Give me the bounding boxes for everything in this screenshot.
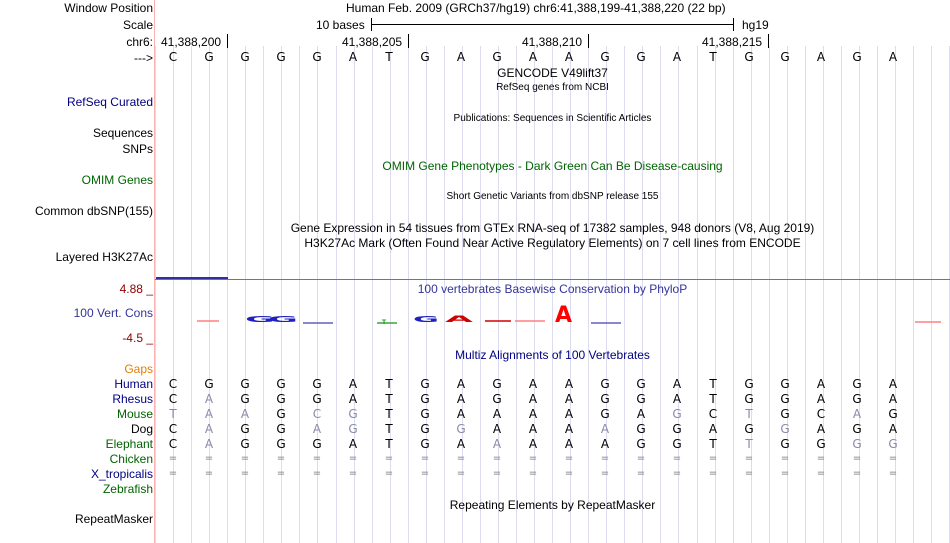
- gap-marker: =: [708, 468, 718, 479]
- alignment-base: G: [780, 437, 790, 451]
- multiz-track-title[interactable]: Multiz Alignments of 100 Vertebrates: [455, 348, 650, 362]
- gap-marker: =: [420, 453, 430, 464]
- base-letter: G: [312, 50, 322, 64]
- gap-marker: =: [312, 468, 322, 479]
- alignment-base: A: [564, 392, 574, 406]
- alignment-base: T: [385, 422, 393, 436]
- base-letter: A: [348, 50, 358, 64]
- alignment-base: T: [709, 437, 717, 451]
- phylop-letter: A: [445, 315, 474, 325]
- gap-marker: =: [384, 453, 394, 464]
- phylop-track-title[interactable]: 100 vertebrates Basewise Conservation by PhyloP: [417, 282, 688, 296]
- alignment-base: G: [780, 392, 790, 406]
- phylop-conservation-logo: [155, 300, 950, 335]
- gap-marker: =: [816, 453, 826, 464]
- phylop-letter: G: [245, 315, 275, 324]
- base-letter: A: [564, 50, 574, 64]
- alignment-base: A: [528, 422, 538, 436]
- alignment-base: G: [420, 407, 430, 421]
- gap-marker: =: [636, 453, 646, 464]
- base-letter: A: [888, 50, 898, 64]
- gap-marker: =: [564, 453, 574, 464]
- alignment-base: G: [312, 377, 322, 391]
- refseq-track-label[interactable]: RefSeq Curated: [66, 95, 153, 109]
- gap-marker: =: [528, 453, 538, 464]
- alignment-base: T: [169, 407, 177, 421]
- alignment-base: A: [204, 392, 214, 406]
- alignment-base: A: [852, 407, 862, 421]
- scale-bar-left-tick: [371, 18, 372, 31]
- gaps-label: Gaps: [124, 362, 153, 376]
- alignment-base: G: [672, 422, 682, 436]
- gap-marker: =: [492, 468, 502, 479]
- dbsnp-track-label[interactable]: Common dbSNP(155): [34, 204, 153, 218]
- gap-marker: =: [744, 453, 754, 464]
- alignment-base: T: [709, 392, 717, 406]
- alignment-base: T: [385, 377, 393, 391]
- track-left-border: [154, 0, 155, 543]
- alignment-base: G: [240, 377, 250, 391]
- alignment-base: G: [204, 377, 214, 391]
- phylop-letter: G: [268, 315, 298, 324]
- base-letter: G: [276, 50, 286, 64]
- alignment-base: C: [312, 407, 322, 421]
- alignment-base: G: [852, 392, 862, 406]
- species-label-chicken: Chicken: [109, 452, 153, 466]
- gap-marker: =: [168, 468, 178, 479]
- alignment-base: T: [745, 437, 753, 451]
- phylop-max-label: 4.88 _: [119, 282, 153, 296]
- omim-track-title[interactable]: OMIM Gene Phenotypes - Dark Green Can Be Disease-causing: [382, 159, 723, 173]
- alignment-base: G: [420, 377, 430, 391]
- alignment-base: A: [564, 377, 574, 391]
- species-label-elephant: Elephant: [105, 437, 153, 451]
- alignment-base: G: [780, 407, 790, 421]
- alignment-base: C: [168, 422, 178, 436]
- alignment-base: G: [600, 407, 610, 421]
- alignment-base: C: [168, 437, 178, 451]
- gap-marker: =: [348, 468, 358, 479]
- alignment-base: T: [385, 392, 393, 406]
- h3k27ac-track-title[interactable]: H3K27Ac Mark (Often Found Near Active Regulatory Elements) on 7 cell lines from ENCODE: [304, 236, 801, 250]
- gap-marker: =: [672, 468, 682, 479]
- phylop-track-label[interactable]: 100 Vert. Cons: [73, 306, 153, 320]
- gap-marker: =: [456, 453, 466, 464]
- alignment-base: C: [168, 392, 178, 406]
- alignment-base: G: [600, 392, 610, 406]
- species-label-human: Human: [114, 377, 153, 391]
- base-letter: G: [780, 50, 790, 64]
- sequences-track-label[interactable]: Sequences: [92, 126, 153, 140]
- alignment-base: G: [636, 437, 646, 451]
- gap-marker: =: [348, 453, 358, 464]
- assembly-label: hg19: [742, 18, 769, 32]
- alignment-base: A: [204, 437, 214, 451]
- alignment-base: G: [780, 422, 790, 436]
- alignment-base: G: [276, 407, 286, 421]
- alignment-base: G: [852, 422, 862, 436]
- window-position-text: Human Feb. 2009 (GRCh37/hg19) chr6:41,388,199-41,388,220 (22 bp): [346, 1, 726, 15]
- alignment-base: A: [240, 407, 250, 421]
- alignment-base: G: [636, 377, 646, 391]
- base-letter: A: [456, 50, 466, 64]
- gap-marker: =: [600, 453, 610, 464]
- gap-marker: =: [852, 468, 862, 479]
- gap-marker: =: [636, 468, 646, 479]
- gap-marker: =: [204, 468, 214, 479]
- alignment-base: G: [492, 377, 502, 391]
- alignment-base: A: [564, 422, 574, 436]
- alignment-base: A: [564, 407, 574, 421]
- alignment-base: A: [528, 377, 538, 391]
- alignment-base: G: [672, 407, 682, 421]
- dbsnp-track-title[interactable]: Short Genetic Variants from dbSNP release 155: [446, 191, 659, 202]
- alignment-base: T: [385, 407, 393, 421]
- gap-marker: =: [564, 468, 574, 479]
- scale-bar-right-tick: [733, 18, 734, 31]
- alignment-base: G: [420, 437, 430, 451]
- gap-marker: =: [420, 468, 430, 479]
- coord-tick: [588, 34, 589, 48]
- base-letter: A: [672, 50, 682, 64]
- base-letter: G: [600, 50, 610, 64]
- base-letter: T: [709, 50, 717, 64]
- coord-tick-label: 41,388,205: [342, 35, 403, 49]
- alignment-base: G: [816, 437, 826, 451]
- gap-marker: =: [204, 453, 214, 464]
- alignment-base: A: [492, 437, 502, 451]
- base-letter: A: [528, 50, 538, 64]
- alignment-base: G: [852, 377, 862, 391]
- h3k27ac-signal-peak: [156, 277, 228, 279]
- gap-marker: =: [744, 468, 754, 479]
- base-letter: G: [492, 50, 502, 64]
- alignment-base: A: [816, 422, 826, 436]
- alignment-base: A: [672, 377, 682, 391]
- gap-marker: =: [888, 453, 898, 464]
- alignment-base: G: [492, 392, 502, 406]
- base-letter: T: [385, 50, 393, 64]
- alignment-base: C: [168, 377, 178, 391]
- chrom-label: chr6:: [126, 35, 153, 49]
- h3k27ac-signal-baseline: [155, 279, 950, 280]
- scale-label: Scale: [122, 18, 153, 32]
- alignment-base: A: [600, 422, 610, 436]
- coord-tick-label: 41,388,215: [702, 35, 763, 49]
- alignment-base: A: [204, 407, 214, 421]
- gap-marker: =: [816, 468, 826, 479]
- gap-marker: =: [384, 468, 394, 479]
- gencode-track-title[interactable]: GENCODE V49lift37: [497, 66, 608, 80]
- gap-marker: =: [852, 453, 862, 464]
- alignment-base: G: [240, 437, 250, 451]
- alignment-base: A: [888, 377, 898, 391]
- coord-tick: [768, 34, 769, 48]
- alignment-base: G: [312, 437, 322, 451]
- base-letter: G: [240, 50, 250, 64]
- scale-bar: [372, 24, 734, 25]
- alignment-base: G: [780, 377, 790, 391]
- species-label-rhesus: Rhesus: [112, 392, 153, 406]
- alignment-base: G: [240, 422, 250, 436]
- alignment-base: G: [276, 437, 286, 451]
- alignment-base: A: [456, 392, 466, 406]
- alignment-base: A: [456, 407, 466, 421]
- coord-tick: [408, 34, 409, 48]
- alignment-base: A: [816, 377, 826, 391]
- repeatmasker-track-title[interactable]: Repeating Elements by RepeatMasker: [449, 498, 656, 512]
- gap-marker: =: [672, 453, 682, 464]
- gap-marker: =: [888, 468, 898, 479]
- alignment-base: G: [456, 422, 466, 436]
- alignment-base: A: [348, 377, 358, 391]
- alignment-base: A: [528, 407, 538, 421]
- base-letter: G: [420, 50, 430, 64]
- coord-tick-label: 41,388,210: [522, 35, 583, 49]
- alignment-base: G: [852, 437, 862, 451]
- alignment-base: G: [888, 407, 898, 421]
- alignment-base: G: [348, 422, 358, 436]
- phylop-letter: T: [382, 319, 387, 326]
- coord-tick-label: 41,388,200: [161, 35, 222, 49]
- alignment-base: A: [492, 422, 502, 436]
- gap-marker: =: [780, 468, 790, 479]
- gtex-track-title[interactable]: Gene Expression in 54 tissues from GTEx RNA-seq of 17382 samples, 948 donors (V8, Aug 2019): [290, 221, 815, 235]
- gap-marker: =: [708, 453, 718, 464]
- alignment-base: G: [312, 392, 322, 406]
- alignment-base: G: [744, 392, 754, 406]
- alignment-base: A: [816, 392, 826, 406]
- h3k27ac-track-label[interactable]: Layered H3K27Ac: [55, 250, 153, 264]
- alignment-base: G: [744, 422, 754, 436]
- alignment-base: A: [312, 422, 322, 436]
- gap-marker: =: [600, 468, 610, 479]
- species-label-mouse: Mouse: [116, 407, 153, 421]
- alignment-base: G: [744, 377, 754, 391]
- base-letter: A: [816, 50, 826, 64]
- alignment-base: G: [600, 377, 610, 391]
- phylop-min-label: -4.5 _: [122, 331, 153, 345]
- alignment-base: A: [456, 437, 466, 451]
- alignment-base: A: [204, 422, 214, 436]
- alignment-base: A: [888, 392, 898, 406]
- alignment-base: G: [348, 407, 358, 421]
- gap-marker: =: [456, 468, 466, 479]
- alignment-base: G: [420, 422, 430, 436]
- alignment-base: G: [888, 437, 898, 451]
- alignment-base: A: [600, 437, 610, 451]
- alignment-base: A: [888, 422, 898, 436]
- alignment-base: A: [708, 422, 718, 436]
- alignment-base: C: [816, 407, 826, 421]
- alignment-base: G: [276, 377, 286, 391]
- alignment-base: G: [276, 392, 286, 406]
- alignment-base: G: [672, 437, 682, 451]
- phylop-letter: A: [555, 303, 573, 328]
- alignment-base: A: [528, 392, 538, 406]
- gap-marker: =: [168, 453, 178, 464]
- coord-tick: [227, 34, 228, 48]
- repeatmasker-track-label[interactable]: RepeatMasker: [74, 512, 153, 526]
- gap-marker: =: [240, 453, 250, 464]
- phylop-letters: [245, 303, 572, 328]
- gap-marker: =: [528, 468, 538, 479]
- alignment-base: A: [528, 437, 538, 451]
- base-letter: C: [168, 50, 178, 64]
- alignment-base: T: [709, 377, 717, 391]
- alignment-base: A: [348, 437, 358, 451]
- publications-track-title[interactable]: Publications: Sequences in Scientific Articles: [453, 113, 652, 124]
- alignment-base: A: [636, 407, 646, 421]
- gap-marker: =: [240, 468, 250, 479]
- gap-marker: =: [492, 453, 502, 464]
- base-letter: G: [852, 50, 862, 64]
- alignment-base: T: [745, 407, 753, 421]
- alignment-base: C: [708, 407, 718, 421]
- gap-marker: =: [276, 468, 286, 479]
- refseq-track-subtitle: RefSeq genes from NCBI: [496, 82, 609, 93]
- alignment-base: A: [672, 392, 682, 406]
- species-label-zebrafish: Zebrafish: [102, 482, 153, 496]
- omim-track-label[interactable]: OMIM Genes: [81, 173, 153, 187]
- gap-marker: =: [312, 453, 322, 464]
- base-letter: G: [744, 50, 754, 64]
- base-letter: G: [636, 50, 646, 64]
- scale-text: 10 bases: [316, 18, 365, 32]
- alignment-base: A: [492, 407, 502, 421]
- window-position-label: Window Position: [64, 1, 153, 15]
- alignment-base: G: [636, 422, 646, 436]
- alignment-base: G: [636, 392, 646, 406]
- snps-track-label[interactable]: SNPs: [122, 142, 153, 156]
- alignment-base: G: [240, 392, 250, 406]
- phylop-letter: G: [413, 315, 439, 324]
- alignment-base: A: [348, 392, 358, 406]
- base-letter: G: [204, 50, 214, 64]
- gap-marker: =: [780, 453, 790, 464]
- alignment-base: A: [564, 437, 574, 451]
- species-label-dog: Dog: [130, 422, 153, 436]
- species-label-x_tropicalis: X_tropicalis: [90, 467, 153, 481]
- gap-marker: =: [276, 453, 286, 464]
- alignment-base: G: [420, 392, 430, 406]
- alignment-base: G: [276, 422, 286, 436]
- alignment-base: T: [385, 437, 393, 451]
- alignment-base: A: [456, 377, 466, 391]
- strand-arrow-label: --->: [134, 51, 153, 65]
